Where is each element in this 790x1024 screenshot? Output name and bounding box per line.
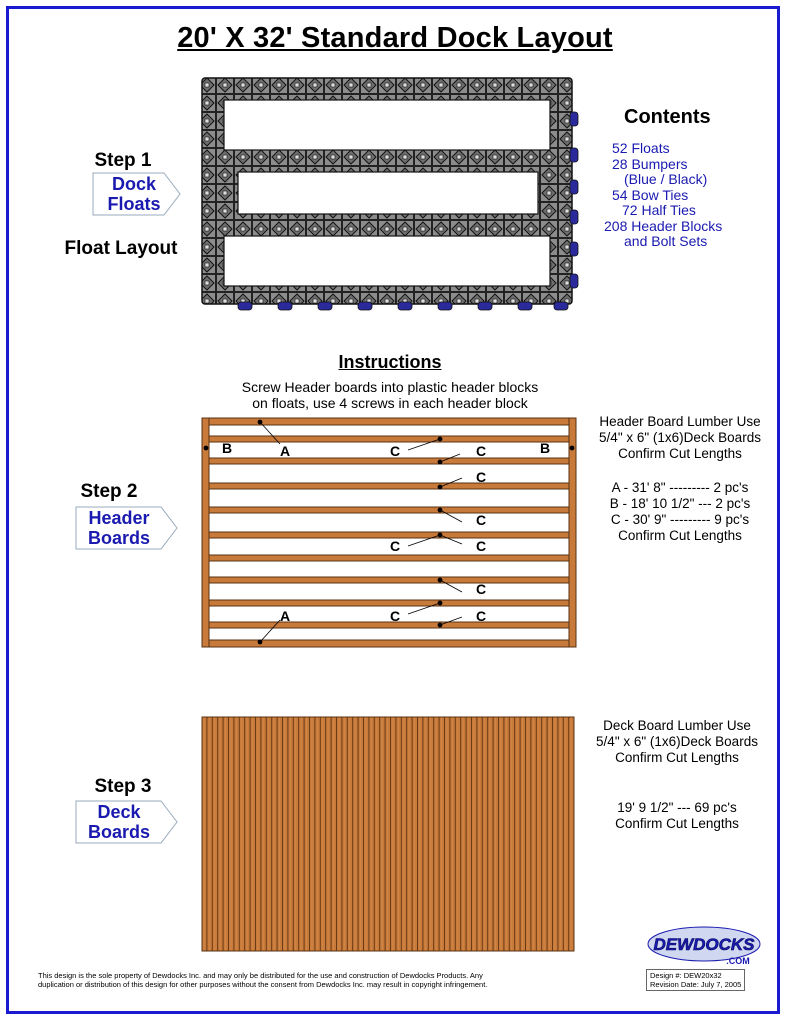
board-label-c: C (476, 512, 487, 528)
contents-title: Contents (624, 106, 711, 128)
step3-label: Step 3 (94, 776, 152, 797)
float-layout-label: Float Layout (64, 238, 178, 259)
board-label-c: C (476, 469, 487, 485)
board-label-a-bottom: A (280, 608, 291, 624)
step2-label: Step 2 (80, 481, 138, 502)
contents-item: (Blue / Black) (624, 171, 708, 187)
logo-graphic-icon (646, 922, 766, 968)
copyright-notice (38, 971, 638, 989)
contents-item: 28 Bumpers (612, 155, 688, 172)
revision-date: Revision Date: July 7, 2005 (650, 980, 742, 989)
board-label-b-right: B (540, 440, 551, 456)
logo-text: DEWDOCKS (653, 935, 755, 954)
header-cut-line: Confirm Cut Lengths (618, 528, 742, 543)
step1-tag-line2: Floats (107, 194, 161, 214)
step2-tag (75, 506, 179, 550)
board-label-c: C (476, 581, 487, 597)
board-label-a-top: A (280, 443, 291, 459)
step2-tag-line2: Boards (87, 528, 150, 548)
instructions-line2: on floats, use 4 screws in each header block (252, 395, 528, 411)
board-label-c: C (390, 538, 401, 554)
board-label-c: C (476, 538, 487, 554)
revision-box (646, 969, 745, 991)
deck-spec-line: 5/4" x 6" (1x6)Deck Boards (596, 734, 758, 749)
header-spec-line: Confirm Cut Lengths (618, 446, 742, 461)
header-spec (580, 414, 780, 544)
copyright-line1: This design is the sole property of Dewdocks Inc. and may only be distributed for the use and construction of Dewdocks Products. Any (38, 971, 483, 980)
board-label-c: C (390, 443, 401, 459)
header-spec-line: Header Board Lumber Use (599, 414, 761, 429)
design-number: Design #: DEW20x32 (650, 971, 722, 980)
header-cut-line: C - 30' 9" --------- 9 pc's (610, 512, 750, 527)
step3-tag-line1: Deck (97, 802, 141, 822)
step1-tag-line1: Dock (111, 174, 156, 194)
board-label-c: C (476, 608, 487, 624)
header-cut-line: A - 31' 8" --------- 2 pc's (611, 480, 749, 495)
contents-item: 208 Header Blocks (604, 217, 723, 234)
deck-spec (572, 718, 782, 832)
step3-tag (75, 800, 179, 844)
header-spec-line: 5/4" x 6" (1x6)Deck Boards (599, 430, 761, 445)
float-layout-diagram (198, 76, 580, 316)
step1-tag (92, 172, 196, 216)
board-label-c: C (476, 443, 487, 459)
contents-list (604, 141, 722, 250)
deck-cut-line: 19' 9 1/2" --- 69 pc's (617, 800, 737, 815)
copyright-line2: duplication or distribution of this design for other purposes without the consent from Dewdocks Inc. may result in copyright infringement. (38, 980, 488, 989)
dewdocks-logo (646, 922, 766, 968)
step2-tag-line1: Header (88, 508, 150, 528)
deck-spec-line: Deck Board Lumber Use (603, 718, 751, 733)
board-label-b-left: B (222, 440, 233, 456)
step3-tag-line2: Boards (87, 822, 150, 842)
contents-item: 72 Half Ties (622, 202, 696, 218)
instructions-text (190, 379, 590, 411)
contents-item: and Bolt Sets (624, 233, 708, 249)
deck-spec-line: Confirm Cut Lengths (615, 750, 739, 765)
instructions-title: Instructions (338, 352, 442, 372)
board-label-c: C (390, 608, 401, 624)
logo-sub: .COM (726, 956, 750, 966)
contents-item: 52 Floats (612, 140, 670, 156)
instructions-line1: Screw Header boards into plastic header blocks (241, 379, 539, 395)
step1-label: Step 1 (94, 150, 152, 171)
deck-cut-line: Confirm Cut Lengths (615, 816, 739, 831)
header-cut-line: B - 18' 10 1/2" --- 2 pc's (609, 496, 751, 511)
header-board-diagram (200, 414, 580, 654)
page-title: 20' X 32' Standard Dock Layout (177, 22, 613, 54)
deck-board-diagram (201, 716, 575, 952)
contents-item: 54 Bow Ties (612, 186, 689, 203)
